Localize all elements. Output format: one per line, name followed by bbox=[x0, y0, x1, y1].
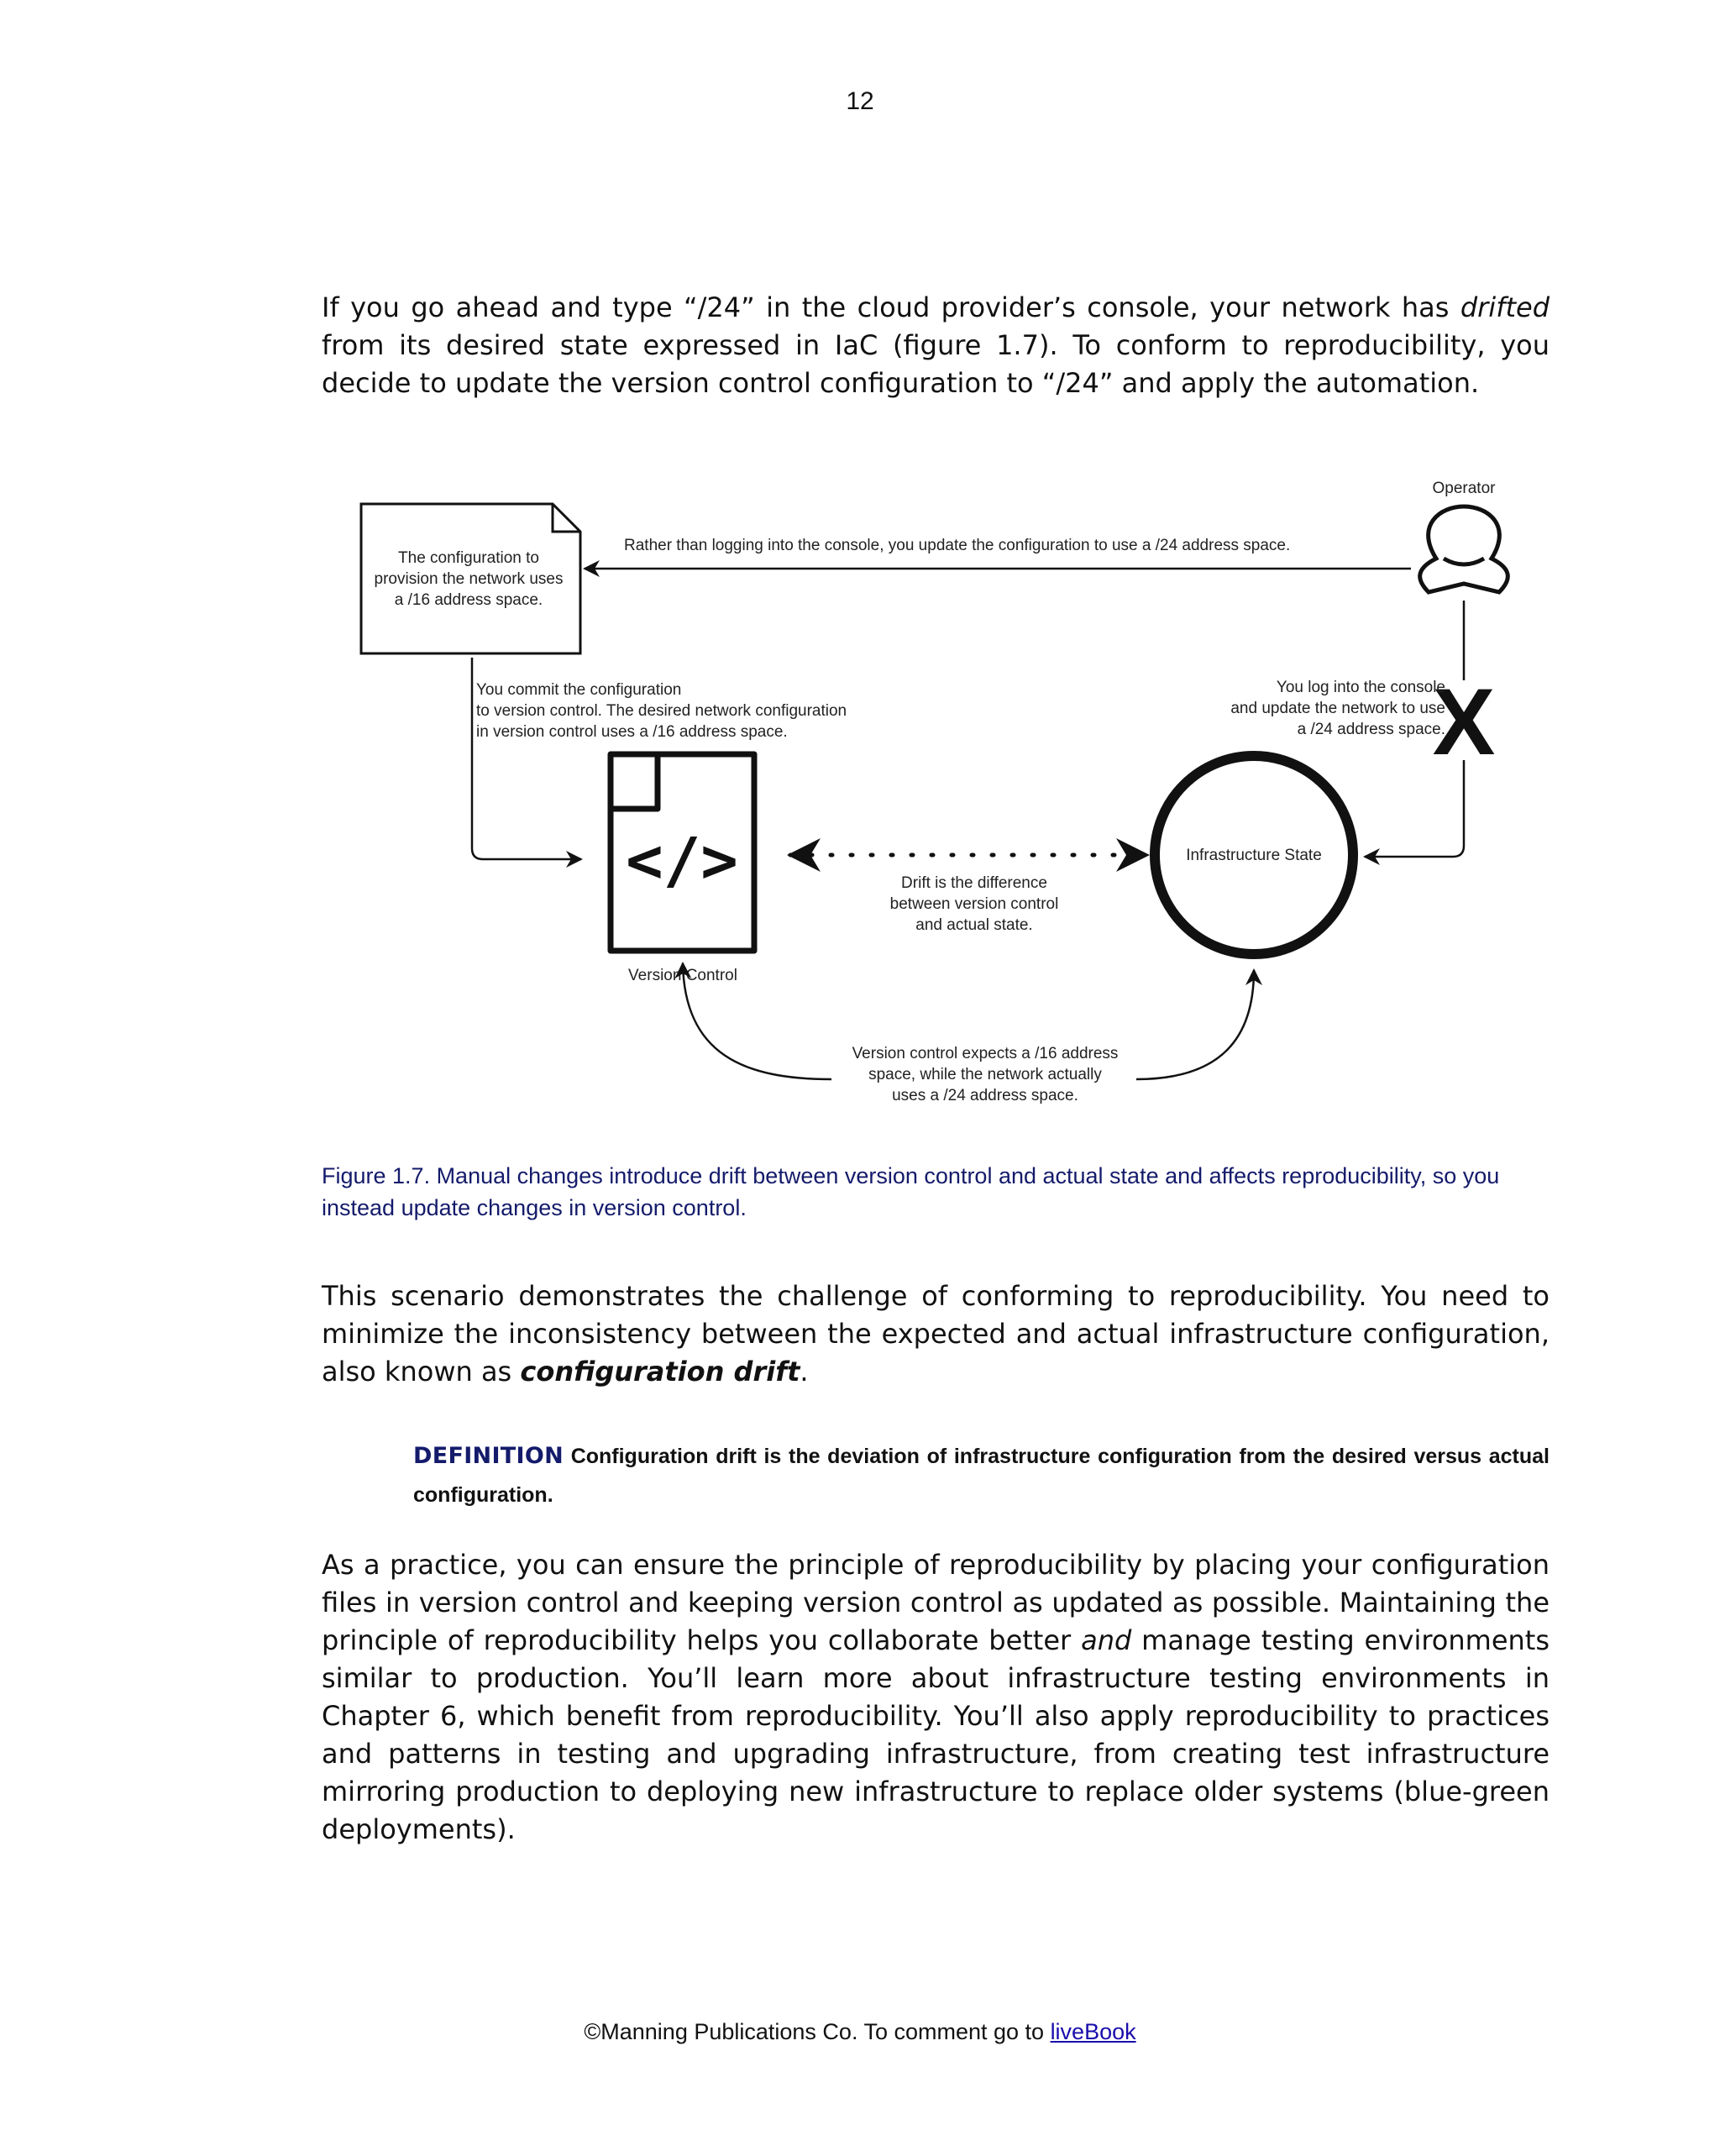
livebook-link[interactable]: liveBook bbox=[1050, 2019, 1136, 2044]
paragraph-text: . bbox=[800, 1356, 809, 1387]
operator-icon bbox=[1420, 506, 1508, 592]
paragraph-text: This scenario demonstrates the challenge of conforming to reproducibility. You need to minimize the inconsistency between the expected and actual infrastructure configuration, also known as bbox=[322, 1280, 1550, 1387]
diagram-svg bbox=[349, 466, 1512, 1121]
definition-text: Configuration drift is the deviation of infrastructure configuration from the desired versus actual configuration. bbox=[413, 1445, 1550, 1507]
paragraph-text: As a practice, you can ensure the principle of reproducibility by placing your configuration files in version control and keeping version control as updated as possible. Maintaining the principle of reproducibility helps you collaborate better bbox=[322, 1549, 1550, 1656]
drift-label-line3: and actual state. bbox=[915, 916, 1033, 934]
figure-caption: Figure 1.7. Manual changes introduce drift between version control and actual state and affects reproducibility, so you instead update changes in version control. bbox=[322, 1163, 1500, 1220]
bottom-label-line2: space, while the network actually bbox=[868, 1066, 1102, 1083]
bottom-label-line3: uses a /24 address space. bbox=[892, 1087, 1078, 1104]
figure-1-7-diagram bbox=[349, 466, 1512, 1121]
paragraph-text: If you go ahead and type “/24” in the cloud provider’s console, your network has bbox=[322, 291, 1460, 323]
footer-text: ©Manning Publications Co. To comment go to bbox=[584, 2019, 1051, 2044]
paragraph-drift-intro bbox=[322, 289, 1550, 402]
emphasis-drifted: drifted bbox=[1460, 291, 1550, 323]
bottom-label-line1: Version control expects a /16 address bbox=[852, 1045, 1119, 1062]
paragraph-text: manage testing environments similar to production. You’ll learn more about infrastructure testing environments in Chapter 6, which benefit from reproducibility. You’ll also apply reproducibility to practices and patterns in testing and upgrading infrastructure, from creating test infrastructure mirroring production to deploying new infrastructure to replace older systems (blue-green deployments). bbox=[322, 1624, 1550, 1845]
commit-label-line2: to version control. The desired network configuration bbox=[476, 702, 847, 720]
operator-label: Operator bbox=[1432, 480, 1496, 497]
login-label-line3: a /24 address space. bbox=[1297, 721, 1445, 738]
paragraph-scenario bbox=[322, 1277, 1550, 1391]
config-doc-line2: provision the network uses bbox=[374, 570, 564, 588]
code-icon: </> bbox=[626, 825, 738, 897]
emphasis-and: and bbox=[1081, 1624, 1132, 1656]
page-number: 12 bbox=[846, 87, 874, 115]
term-configuration-drift: configuration drift bbox=[520, 1356, 800, 1387]
version-control-label: Version Control bbox=[628, 967, 737, 984]
config-doc-line1: The configuration to bbox=[398, 549, 539, 567]
paragraph-practice bbox=[322, 1546, 1550, 1849]
login-label-line1: You log into the console bbox=[1276, 679, 1445, 696]
definition-box bbox=[413, 1437, 1550, 1514]
commit-label-line3: in version control uses a /16 address space. bbox=[476, 723, 788, 741]
drift-label-line1: Drift is the difference bbox=[901, 874, 1047, 892]
bottom-right-arrow bbox=[1136, 970, 1254, 1079]
commit-label-line1: You commit the configuration bbox=[476, 681, 682, 699]
config-doc-line3: a /16 address space. bbox=[394, 591, 543, 609]
top-arrow-label: Rather than logging into the console, you update the configuration to use a /24 address space. bbox=[624, 537, 1291, 554]
login-label-line2: and update the network to use bbox=[1230, 700, 1445, 717]
definition-term: DEFINITION bbox=[413, 1443, 564, 1469]
paragraph-text: from its desired state expressed in IaC (figure 1.7). To conform to reproducibility, you decide to update the version control configuration to “/24” and apply the automation. bbox=[322, 329, 1550, 399]
drift-label-line2: between version control bbox=[889, 895, 1059, 913]
infrastructure-state-label: Infrastructure State bbox=[1186, 847, 1322, 864]
x-mark-icon: X bbox=[1432, 669, 1496, 774]
page-footer bbox=[0, 2019, 1720, 2045]
